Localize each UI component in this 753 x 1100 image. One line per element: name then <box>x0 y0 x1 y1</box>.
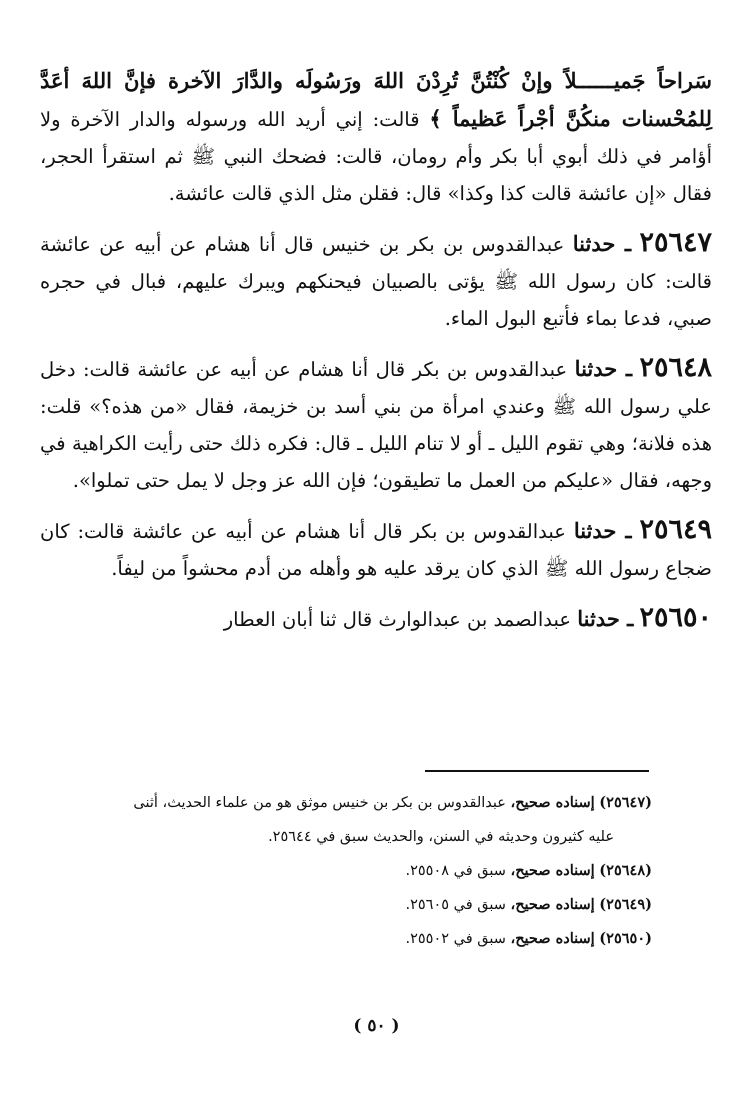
footnote-separator <box>425 770 649 772</box>
footnote-text: سبق في ٢٥٥٠٨. <box>405 863 506 879</box>
paragraph-text: قالت: إني أريد الله ورسوله والدار الآخرة ولا أؤامر في ذلك أبوي أبا بكر وأم رومان، قالت: فضحك النبي ﷺ ثم استقرأ الحجر، فقال «إن عائشة قالت كذا وكذا» قال: فقلن مثل الذي قالت عائشة. <box>40 108 712 205</box>
hadith-number: ٢٥٦٥٠ <box>639 602 712 633</box>
footnote-text: عليه كثيرون وحديثه في السنن، والحديث سبق في ٢٥٦٤٤. <box>268 829 614 845</box>
footnote-text: سبق في ٢٥٥٠٢. <box>405 931 506 947</box>
footnote-25647-continued <box>40 820 652 854</box>
footnote-text: سبق في ٢٥٦٠٥. <box>405 897 506 913</box>
hadith-25647 <box>40 224 712 337</box>
footnote-25649 <box>40 888 652 922</box>
hadith-keyword: ـ حدثنا <box>574 356 632 381</box>
footnote-text: عبدالقدوس بن بكر بن خنيس موثق هو من علماء الحديث، أثنى <box>133 795 506 811</box>
hadith-keyword: ـ حدثنا <box>572 231 632 256</box>
footnote-25650 <box>40 922 652 956</box>
hadith-number: ٢٥٦٤٩ <box>639 514 712 545</box>
footnote-grade: إسناده صحيح، <box>510 862 595 879</box>
footnote-ref: (٢٥٦٤٩) <box>599 896 652 913</box>
hadith-text: عبدالقدوس بن بكر بن خنيس قال أنا هشام عن أبيه عن عائشة قالت: كان رسول الله ﷺ يؤتى بالصبيان فيحنكهم ويبرك عليهم، فبال في حجره صبي، فدعا بماء فأتبع البول الماء. <box>40 233 712 330</box>
hadith-25650 <box>40 599 712 638</box>
hadith-number: ٢٥٦٤٧ <box>639 227 712 258</box>
footnote-25648 <box>40 854 652 888</box>
hadith-25649 <box>40 511 712 587</box>
footnote-grade: إسناده صحيح، <box>510 930 595 947</box>
hadith-text: عبدالقدوس بن بكر قال أنا هشام عن أبيه عن عائشة قالت: كان ضجاع رسول الله ﷺ الذي كان يرقد عليه هو وأهله من أدم محشواً من ليفاً. <box>40 520 712 580</box>
footnotes <box>40 786 652 956</box>
hadith-25648 <box>40 349 712 499</box>
hadith-text: عبدالصمد بن عبدالوارث قال ثنا أبان العطار <box>223 608 572 631</box>
hadith-keyword: ـ حدثنا <box>573 518 632 543</box>
main-text <box>40 62 712 650</box>
footnote-grade: إسناده صحيح، <box>510 896 595 913</box>
hadith-text: عبدالقدوس بن بكر قال أنا هشام عن أبيه عن عائشة قالت: دخل علي رسول الله ﷺ وعندي امرأة من بني أسد بن خزيمة، فقال «من هذه؟» قلت: هذه فلانة؛ وهي تقوم الليل ـ أو لا تنام الليل ـ قال: فكره ذلك حتى رأيت الكراهية في وجهه، فقال «عليكم من العمل ما تطيقون؛ فإن الله عز وجل لا يمل حتى تملوا». <box>40 358 712 492</box>
hadith-keyword: ـ حدثنا <box>577 606 634 631</box>
paragraph-quran-verse <box>40 62 712 212</box>
quran-verse: سَراحاً جَميــــــلاً وإنْ كُنْتُنَّ تُرِدْنَ اللهَ ورَسُولَه والدَّارَ الآخرة فإنَّ اللهَ أعَدَّ لِلمُحْسنات منكُنَّ أجْراً عَظيماً ﴾ <box>40 68 713 131</box>
page-number: ( ٥٠ ) <box>353 1016 400 1036</box>
footnote-ref: (٢٥٦٤٨) <box>599 862 652 879</box>
hadith-number: ٢٥٦٤٨ <box>639 352 712 383</box>
footnote-25647 <box>40 786 652 820</box>
footnote-ref: (٢٥٦٤٧) <box>599 794 652 811</box>
footnote-ref: (٢٥٦٥٠) <box>599 930 652 947</box>
footnote-grade: إسناده صحيح، <box>510 794 595 811</box>
